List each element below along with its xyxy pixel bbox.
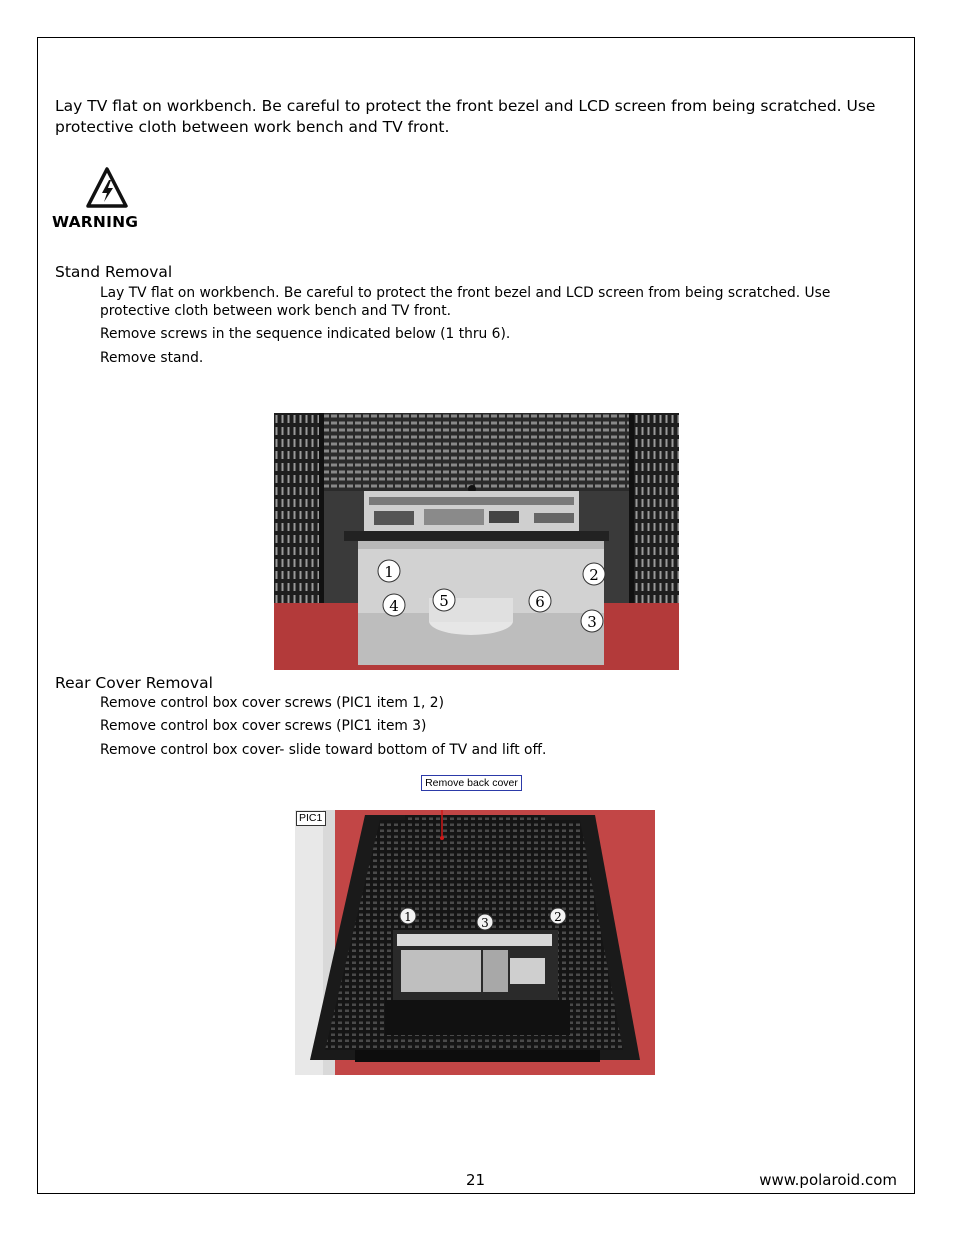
stand-removal-title: Stand Removal bbox=[55, 263, 173, 281]
intro-paragraph: Lay TV flat on workbench. Be careful to protect the front bezel and LCD screen from being scratched. Use protective cloth between work bench and TV front. bbox=[55, 97, 876, 136]
rear-step-1: Remove control box cover screws (PIC1 item 1, 2) bbox=[100, 695, 444, 711]
stand-step-1: Lay TV flat on workbench. Be careful to protect the front bezel and LCD screen from being scratched. Use protective cloth between work bench and TV front. bbox=[100, 285, 831, 319]
rear-cover-removal-title: Rear Cover Removal bbox=[55, 674, 213, 692]
rear-screw-label-1: 1 bbox=[404, 910, 412, 924]
rear-step-3: Remove control box cover- slide toward bottom of TV and lift off. bbox=[100, 742, 547, 758]
page-number: 21 bbox=[466, 1171, 486, 1189]
stand-screw-label-3: 3 bbox=[587, 613, 597, 631]
footer-url: www.polaroid.com bbox=[759, 1171, 897, 1189]
stand-removal-photo bbox=[274, 413, 679, 670]
stand-screw-label-4: 4 bbox=[389, 597, 399, 615]
warning-label: WARNING bbox=[52, 213, 139, 231]
stand-screw-label-5: 5 bbox=[439, 592, 449, 610]
stand-screw-label-6: 6 bbox=[535, 593, 545, 611]
stand-screw-label-1: 1 bbox=[384, 563, 394, 581]
warning-triangle-lightning-icon bbox=[52, 166, 142, 212]
remove-back-cover-callout: Remove back cover bbox=[421, 775, 522, 791]
rear-cover-photo bbox=[295, 810, 655, 1075]
warning-block bbox=[52, 166, 142, 236]
rear-screw-label-2: 2 bbox=[554, 910, 562, 924]
stand-screw-label-2: 2 bbox=[589, 566, 599, 584]
stand-step-3: Remove stand. bbox=[100, 350, 204, 366]
rear-step-2: Remove control box cover screws (PIC1 item 3) bbox=[100, 718, 427, 734]
stand-step-2: Remove screws in the sequence indicated below (1 thru 6). bbox=[100, 326, 511, 342]
rear-screw-label-3: 3 bbox=[481, 916, 489, 930]
pic1-label: PIC1 bbox=[296, 811, 326, 826]
